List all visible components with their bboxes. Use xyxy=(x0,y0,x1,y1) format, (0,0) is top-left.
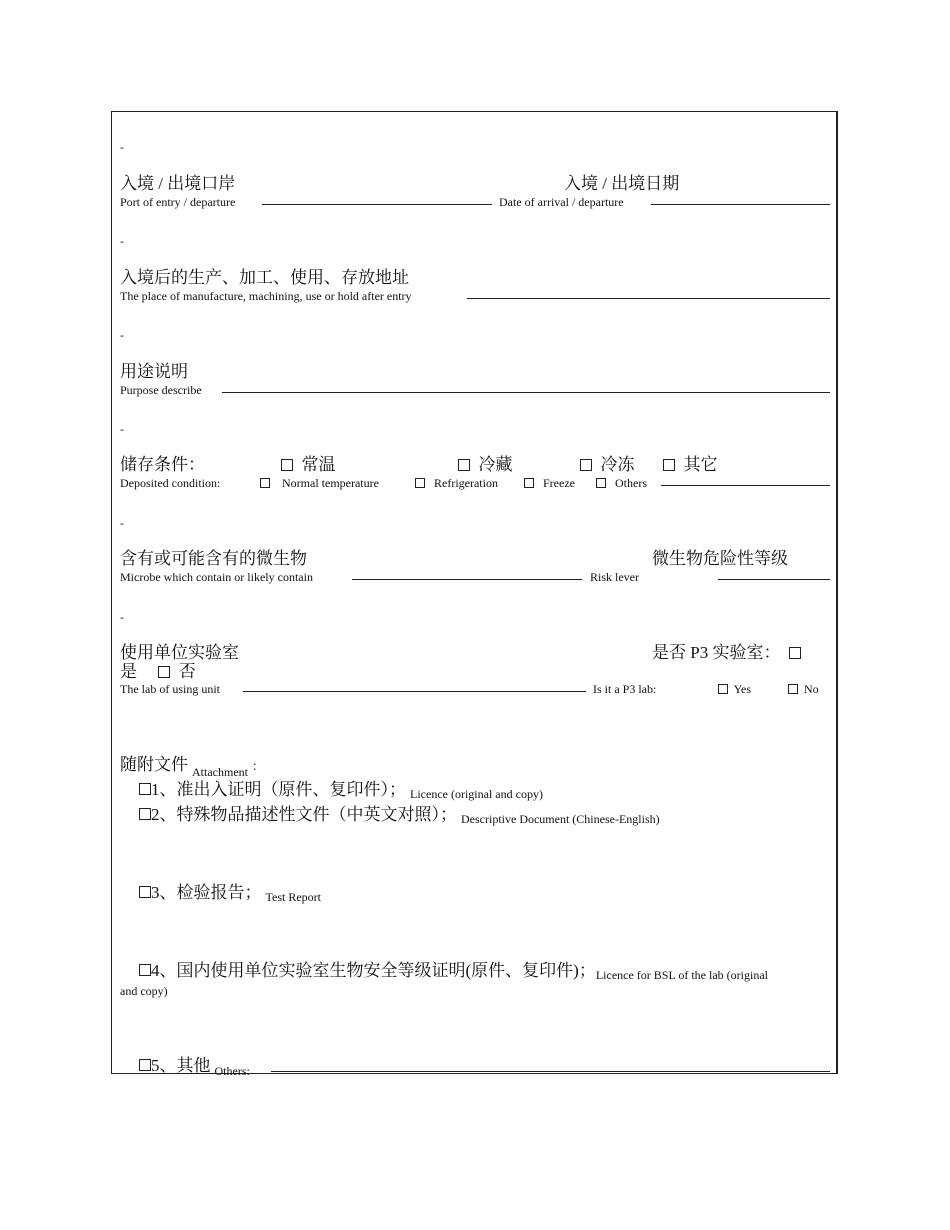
attachment-label-zh: 随附文件 xyxy=(120,755,188,774)
storage-option-freeze-en[interactable] xyxy=(524,476,575,491)
storage-option-normal-zh[interactable] xyxy=(281,450,336,475)
checkbox[interactable] xyxy=(718,684,728,694)
p3-options-zh xyxy=(120,657,196,682)
port-input[interactable] xyxy=(262,204,492,205)
place-label-zh: 入境后的生产、加工、使用、存放地址 xyxy=(120,268,409,287)
others-input[interactable] xyxy=(271,1071,830,1072)
checkbox[interactable] xyxy=(663,459,675,471)
storage-option-freeze-zh[interactable] xyxy=(580,450,635,475)
checkbox[interactable] xyxy=(580,459,592,471)
storage-option-normal-en[interactable] xyxy=(260,476,379,491)
storage-option-refrigeration-zh[interactable] xyxy=(458,450,513,475)
attachment-label-en: Attachment xyxy=(192,765,248,779)
purpose-label-zh: 用途说明 xyxy=(120,362,188,381)
lab-label-zh: 使用单位实验室 xyxy=(120,643,239,662)
p3-yes-option[interactable] xyxy=(718,682,751,697)
section-marker: - xyxy=(120,422,124,436)
port-label-en: Port of entry / departure xyxy=(120,195,236,209)
port-label-zh: 入境 / 出境口岸 xyxy=(120,174,236,193)
checkbox[interactable] xyxy=(139,964,151,976)
attachment-item-5[interactable] xyxy=(139,1051,250,1076)
checkbox[interactable] xyxy=(524,478,534,488)
option-label: Others xyxy=(615,476,647,490)
option-label: No xyxy=(804,682,819,696)
attachment-item-1[interactable] xyxy=(139,775,543,800)
lab-input[interactable] xyxy=(243,691,586,692)
risk-label-en: Risk lever xyxy=(590,570,639,584)
checkbox[interactable] xyxy=(260,478,270,488)
attachment-item-3[interactable] xyxy=(139,878,321,903)
checkbox[interactable] xyxy=(139,783,151,795)
microbe-label-en: Microbe which contain or likely contain xyxy=(120,570,313,584)
section-marker: - xyxy=(120,516,124,530)
item-label-en: Licence (original and copy) xyxy=(410,787,543,801)
checkbox[interactable] xyxy=(596,478,606,488)
risk-label-zh: 微生物危险性等级 xyxy=(652,549,788,568)
p3-question: 是否 P3 实验室： xyxy=(652,643,781,662)
checkbox[interactable] xyxy=(788,684,798,694)
lab-label-en: The lab of using unit xyxy=(120,682,220,696)
attachment-item-4-continued: and copy) xyxy=(120,984,168,998)
section-marker: - xyxy=(120,610,124,624)
option-label: Yes xyxy=(733,682,752,696)
option-label: 冷冻 xyxy=(600,455,635,474)
option-label: 常温 xyxy=(301,455,336,474)
item-label-en: Descriptive Document (Chinese-English) xyxy=(461,812,660,826)
option-label: Normal temperature xyxy=(282,476,379,490)
checkbox-yes-zh[interactable] xyxy=(789,647,801,659)
risk-input[interactable] xyxy=(718,579,830,580)
item-label-en: Others xyxy=(214,1064,247,1078)
p3-label-zh xyxy=(652,638,801,663)
option-label: 冷藏 xyxy=(478,455,513,474)
storage-label-zh: 储存条件： xyxy=(120,455,205,474)
storage-option-others-en[interactable] xyxy=(596,476,647,491)
date-label-zh: 入境 / 出境日期 xyxy=(564,174,680,193)
storage-option-refrigeration-en[interactable] xyxy=(415,476,498,491)
item-label-en: Licence for BSL of the lab (original xyxy=(595,968,768,982)
microbe-label-zh: 含有或可能含有的微生物 xyxy=(120,549,307,568)
p3-label-en: Is it a P3 lab: xyxy=(593,682,657,696)
checkbox-no-zh[interactable] xyxy=(158,666,170,678)
option-label: 其它 xyxy=(683,455,718,474)
place-input[interactable] xyxy=(467,298,830,299)
storage-label-en: Deposited condition: xyxy=(120,476,221,490)
date-input[interactable] xyxy=(651,204,830,205)
declaration-form xyxy=(111,111,838,1078)
checkbox[interactable] xyxy=(139,808,151,820)
attachment-item-4[interactable] xyxy=(139,956,768,981)
option-label: Refrigeration xyxy=(434,476,498,490)
date-label-en: Date of arrival / departure xyxy=(499,195,624,209)
section-marker: - xyxy=(120,328,124,342)
attachment-heading xyxy=(120,750,264,779)
storage-option-others-zh[interactable] xyxy=(663,450,718,475)
checkbox[interactable] xyxy=(458,459,470,471)
section-marker: - xyxy=(120,234,124,248)
place-label-en: The place of manufacture, machining, use or hold after entry xyxy=(120,289,412,303)
checkbox[interactable] xyxy=(139,886,151,898)
item-label-zh: 4、国内使用单位实验室生物安全等级证明(原件、复印件)； xyxy=(151,961,596,980)
storage-others-input[interactable] xyxy=(661,485,830,486)
p3-no-option[interactable] xyxy=(788,682,819,697)
attachment-colon: ： xyxy=(251,759,264,773)
checkbox[interactable] xyxy=(415,478,425,488)
item-label-zh: 3、检验报告； xyxy=(151,883,262,902)
item-colon: : xyxy=(246,1064,250,1078)
item-label-zh: 1、准出入证明（原件、复印件）； xyxy=(151,780,406,799)
item-label-zh: 2、特殊物品描述性文件（中英文对照）； xyxy=(151,805,457,824)
section-marker: - xyxy=(120,140,124,154)
option-label: Freeze xyxy=(543,476,575,490)
item-label-en: Test Report xyxy=(265,890,321,904)
purpose-label-en: Purpose describe xyxy=(120,383,202,397)
microbe-input[interactable] xyxy=(352,579,582,580)
item-label-zh: 5、其他 xyxy=(151,1056,211,1075)
purpose-input[interactable] xyxy=(222,392,830,393)
no-label: 否 xyxy=(178,662,196,681)
checkbox[interactable] xyxy=(281,459,293,471)
yes-label: 是 xyxy=(120,662,137,681)
attachment-item-2[interactable] xyxy=(139,800,660,825)
checkbox[interactable] xyxy=(139,1059,151,1071)
